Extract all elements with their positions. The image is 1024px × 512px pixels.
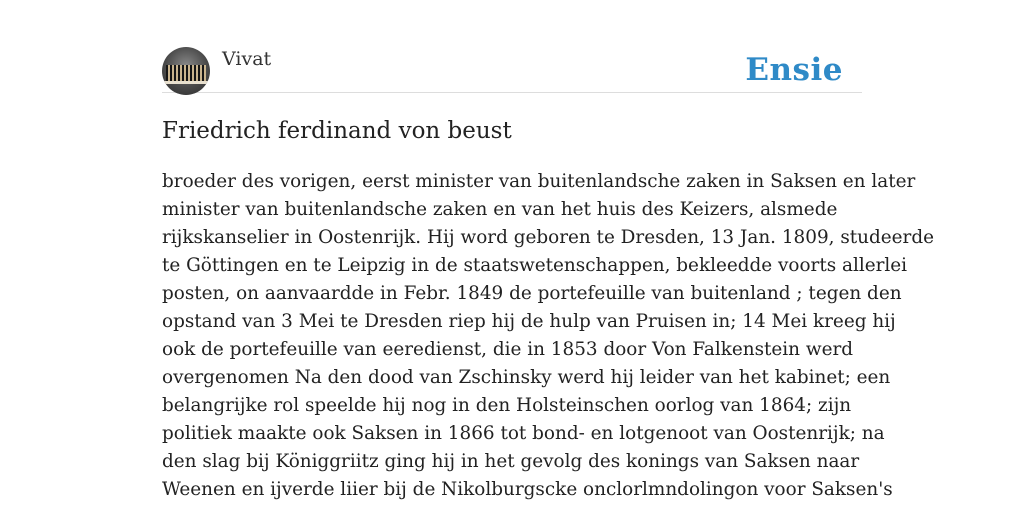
- page-header: [162, 46, 862, 93]
- ensie-logo[interactable]: Ensie: [745, 52, 843, 88]
- avatar-bookshelf-icon: [166, 65, 206, 81]
- article-line: opstand van 3 Mei te Dresden riep hij de hulp van Pruisen in; 14 Mei kreeg hij: [162, 311, 896, 332]
- article-line: posten, on aanvaardde in Febr. 1849 de portefeuille van buitenland ; tegen den: [162, 283, 902, 304]
- article-line: ook de portefeuille van eeredienst, die in 1853 door Von Falkenstein werd: [162, 339, 854, 360]
- article-body: [162, 168, 935, 504]
- avatar[interactable]: [162, 47, 210, 95]
- article-line: rijkskanselier in Oostenrijk. Hij word geboren te Dresden, 13 Jan. 1809, studeerde: [162, 227, 935, 248]
- avatar-shelf: [162, 81, 210, 84]
- article-line: belangrijke rol speelde hij nog in den Holsteinschen oorlog van 1864; zijn: [162, 395, 852, 416]
- article-line: Weenen en ijverde liier bij de Nikolburgscke onclorlmndolingon voor Saksen's: [162, 479, 893, 500]
- article-line: broeder des vorigen, eerst minister van buitenlandsche zaken in Saksen en later: [162, 171, 916, 192]
- page-title: Friedrich ferdinand von beust: [162, 118, 512, 144]
- article-line: te Göttingen en te Leipzig in de staatswetenschappen, bekleedde voorts allerlei: [162, 255, 908, 276]
- article-line: politiek maakte ook Saksen in 1866 tot bond- en lotgenoot van Oostenrijk; na: [162, 423, 885, 444]
- author-username[interactable]: Vivat: [222, 48, 272, 70]
- article-line: minister van buitenlandsche zaken en van het huis des Keizers, alsmede: [162, 199, 838, 220]
- article-line: den slag bij Königgriitz ging hij in het gevolg des konings van Saksen naar: [162, 451, 860, 472]
- article-line: overgenomen Na den dood van Zschinsky werd hij leider van het kabinet; een: [162, 367, 891, 388]
